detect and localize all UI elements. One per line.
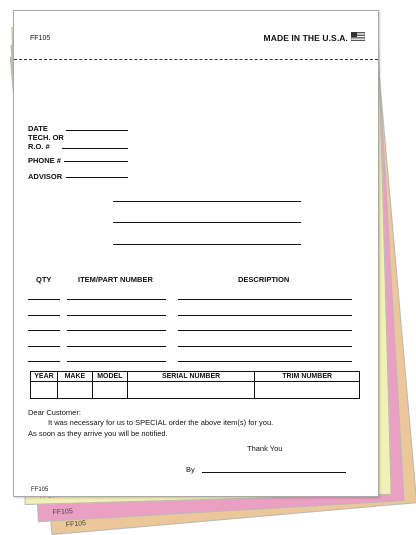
by-label: By — [186, 465, 195, 474]
advisor-field[interactable] — [66, 177, 128, 178]
description-line-3[interactable] — [178, 330, 352, 331]
address-line-2[interactable] — [113, 222, 301, 223]
perforation-line — [14, 59, 378, 60]
message-line-2: As soon as they arrive you will be notified. — [28, 429, 168, 438]
form-code: FF105 — [30, 35, 51, 42]
description-line-4[interactable] — [178, 346, 352, 347]
tech-ro-field[interactable] — [62, 148, 128, 149]
item-line-4[interactable] — [67, 346, 166, 347]
message-line-1: It was necessary for us to SPECIAL order the above item(s) for you. — [48, 418, 274, 427]
tech-or-label: TECH. OR — [28, 133, 64, 142]
advisor-label: ADVISOR — [28, 172, 63, 181]
description-header: DESCRIPTION — [238, 275, 290, 284]
thank-you-text: Thank You — [247, 444, 283, 453]
item-part-number-header: ITEM/PART NUMBER — [78, 275, 153, 284]
year-header: YEAR — [31, 372, 58, 382]
address-line-3[interactable] — [113, 244, 301, 245]
phone-field[interactable] — [64, 161, 128, 162]
salutation: Dear Customer: — [28, 408, 81, 417]
made-in-usa-label: MADE IN THE U.S.A. — [263, 33, 348, 43]
description-line-5[interactable] — [178, 361, 352, 362]
model-cell[interactable] — [92, 382, 127, 399]
us-flag-icon — [351, 32, 365, 41]
make-cell[interactable] — [57, 382, 92, 399]
trim-number-header: TRIM NUMBER — [255, 372, 360, 382]
qty-header: QTY — [36, 275, 52, 284]
signature-line[interactable] — [202, 472, 346, 473]
qty-line-4[interactable] — [28, 346, 60, 347]
item-line-5[interactable] — [67, 361, 166, 362]
qty-line-5[interactable] — [28, 361, 60, 362]
phone-label: PHONE # — [28, 156, 61, 165]
special-order-form — [13, 10, 379, 497]
item-line-2[interactable] — [67, 315, 166, 316]
date-label: DATE — [28, 124, 48, 133]
ro-label: R.O. # — [28, 142, 50, 151]
model-header: MODEL — [92, 372, 127, 382]
serial-number-cell[interactable] — [127, 382, 255, 399]
make-header: MAKE — [57, 372, 92, 382]
item-line-3[interactable] — [67, 330, 166, 331]
pink-copy-code: FF105 — [52, 508, 73, 517]
serial-number-header: SERIAL NUMBER — [127, 372, 255, 382]
qty-line-3[interactable] — [28, 330, 60, 331]
bottom-form-code: FF105 — [31, 487, 49, 493]
description-line-1[interactable] — [178, 299, 352, 300]
description-line-2[interactable] — [178, 315, 352, 316]
trim-number-cell[interactable] — [255, 382, 360, 399]
address-line-1[interactable] — [113, 201, 301, 202]
qty-line-1[interactable] — [28, 299, 60, 300]
tan-copy-code: FF105 — [65, 520, 87, 529]
date-field[interactable] — [66, 130, 128, 131]
qty-line-2[interactable] — [28, 315, 60, 316]
year-cell[interactable] — [31, 382, 58, 399]
item-line-1[interactable] — [67, 299, 166, 300]
vehicle-info-table — [30, 371, 360, 399]
